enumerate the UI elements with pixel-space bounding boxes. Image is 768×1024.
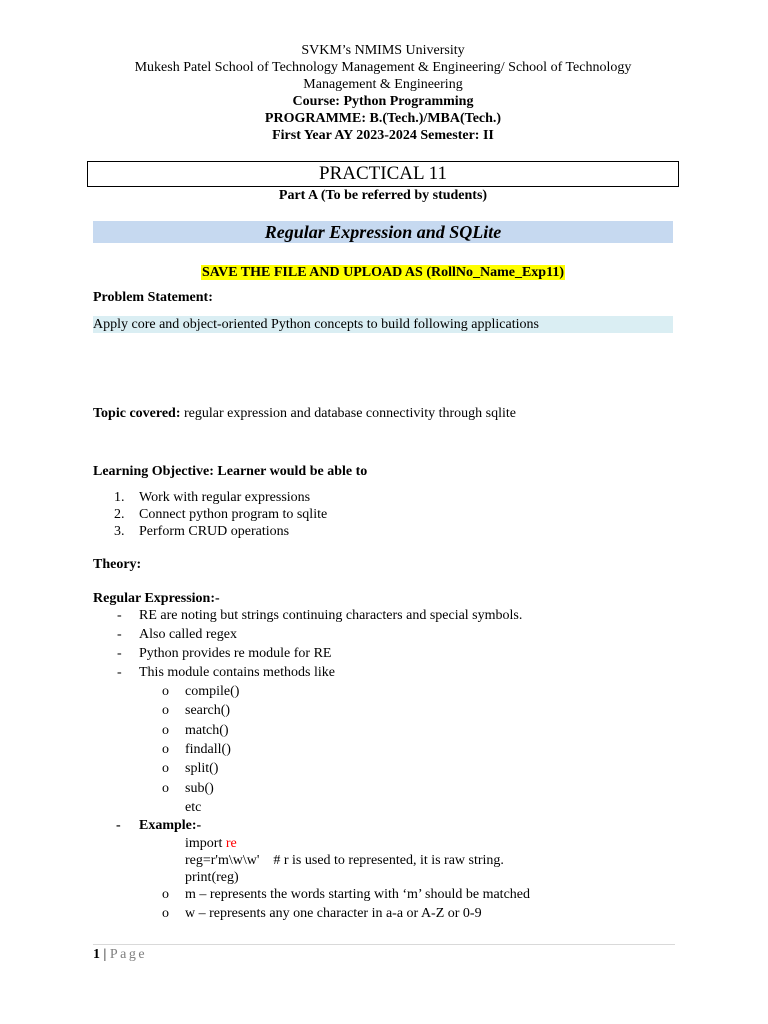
- footer-separator: |: [100, 947, 110, 962]
- regex-section-label: Regular Expression:-: [93, 591, 220, 606]
- code-import-line: [185, 836, 237, 852]
- dash-marker: -: [117, 608, 122, 623]
- document-header: [93, 42, 673, 144]
- course-name: Course: Python Programming: [292, 94, 474, 109]
- list-item-text: Also called regex: [139, 627, 237, 642]
- list-item-text: Python provides re module for RE: [139, 646, 332, 661]
- school-name-line2: Management & Engineering: [303, 77, 463, 92]
- topic-title: Regular Expression and SQLite: [93, 221, 673, 243]
- list-item-text: Perform CRUD operations: [139, 524, 290, 539]
- academic-year: First Year AY 2023-2024 Semester: II: [272, 128, 494, 143]
- page-footer: [93, 947, 147, 963]
- list-number: 3.: [114, 524, 125, 539]
- page-number: 1: [93, 947, 100, 962]
- method-name: search(): [185, 703, 231, 718]
- dash-marker: -: [117, 646, 122, 661]
- circle-marker: o: [162, 761, 169, 776]
- explanation-text: w – represents any one character in a-a or A-Z or 0-9: [185, 906, 482, 921]
- list-item-text: RE are noting but strings continuing characters and special symbols.: [139, 608, 523, 623]
- list-number: 1.: [114, 490, 125, 505]
- method-name: match(): [185, 723, 229, 738]
- circle-marker: o: [162, 887, 169, 902]
- code-import-module: re: [225, 836, 237, 851]
- list-item-text: Work with regular expressions: [139, 490, 311, 505]
- circle-marker: o: [162, 742, 169, 757]
- code-print-line: print(reg): [185, 870, 239, 885]
- save-instruction-text: SAVE THE FILE AND UPLOAD AS (RollNo_Name_Exp11): [202, 265, 564, 280]
- topic-covered-label: Topic covered:: [93, 406, 181, 421]
- footer-divider: [93, 944, 675, 945]
- list-item-text: Connect python program to sqlite: [139, 507, 328, 522]
- save-instruction: [93, 265, 673, 281]
- explanation-text: m – represents the words starting with ‘m’ should be matched: [185, 887, 530, 902]
- theory-label: Theory:: [93, 557, 142, 572]
- programme-name: PROGRAMME: B.(Tech.)/MBA(Tech.): [264, 111, 502, 126]
- code-import-keyword: import: [185, 836, 226, 851]
- methods-etc: etc: [185, 800, 202, 815]
- school-name-line1: Mukesh Patel School of Technology Management & Engineering/ School of Technology: [134, 60, 632, 75]
- dash-marker: -: [117, 627, 122, 642]
- learning-objective-label: Learning Objective: Learner would be able to: [93, 464, 368, 479]
- list-number: 2.: [114, 507, 125, 522]
- method-name: compile(): [185, 684, 240, 699]
- code-reg-line: reg=r'm\w\w' # r is used to represented, it is raw string.: [185, 853, 504, 868]
- method-name: split(): [185, 761, 219, 776]
- dash-marker: -: [117, 665, 122, 680]
- list-item-text: This module contains methods like: [139, 665, 335, 680]
- dash-marker: -: [116, 818, 121, 833]
- topic-covered: [93, 406, 516, 422]
- circle-marker: o: [162, 906, 169, 921]
- problem-statement-text: Apply core and object-oriented Python concepts to build following applications: [93, 316, 673, 333]
- circle-marker: o: [162, 723, 169, 738]
- method-name: findall(): [185, 742, 231, 757]
- circle-marker: o: [162, 684, 169, 699]
- practical-title: PRACTICAL 11: [87, 161, 679, 187]
- page-label: Page: [109, 947, 148, 962]
- topic-covered-text: regular expression and database connectivity through sqlite: [180, 406, 517, 421]
- method-name: sub(): [185, 781, 214, 796]
- university-name: SVKM’s NMIMS University: [301, 43, 465, 58]
- problem-statement-label: Problem Statement:: [93, 290, 213, 305]
- circle-marker: o: [162, 781, 169, 796]
- part-a-label: Part A (To be referred by students): [278, 188, 488, 203]
- circle-marker: o: [162, 703, 169, 718]
- example-label: Example:-: [139, 818, 202, 833]
